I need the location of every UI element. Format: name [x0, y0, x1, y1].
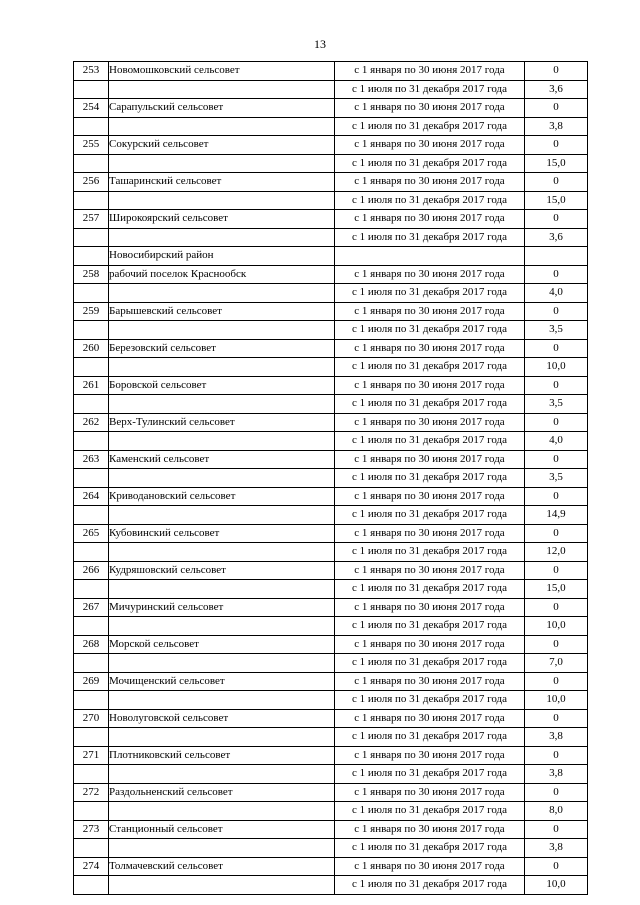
- table-row: [74, 728, 588, 747]
- row-number: 267: [74, 598, 109, 617]
- table-row: [74, 432, 588, 451]
- period-first: с 1 января по 30 июня 2017 года: [335, 302, 525, 321]
- period-first: с 1 января по 30 июня 2017 года: [335, 62, 525, 81]
- table-row: [74, 709, 588, 728]
- period-first: с 1 января по 30 июня 2017 года: [335, 635, 525, 654]
- table-row: [74, 672, 588, 691]
- row-number-cell: [74, 247, 109, 266]
- table-row: [74, 450, 588, 469]
- period-first: с 1 января по 30 июня 2017 года: [335, 210, 525, 229]
- settlement-name: Мичуринский сельсовет: [109, 598, 335, 617]
- row-number: 259: [74, 302, 109, 321]
- period-second: с 1 июля по 31 декабря 2017 года: [335, 691, 525, 710]
- period-first: с 1 января по 30 июня 2017 года: [335, 820, 525, 839]
- table-row: [74, 783, 588, 802]
- table-row: [74, 487, 588, 506]
- period-second: с 1 июля по 31 декабря 2017 года: [335, 765, 525, 784]
- period-second: с 1 июля по 31 декабря 2017 года: [335, 191, 525, 210]
- value-second-half: 14,9: [525, 506, 588, 525]
- table-row: [74, 543, 588, 562]
- value-first-half: 0: [525, 672, 588, 691]
- table-row: [74, 765, 588, 784]
- settlement-name: Ташаринский сельсовет: [109, 173, 335, 192]
- value-second-half: 3,8: [525, 839, 588, 858]
- table-row: [74, 358, 588, 377]
- table-row: [74, 876, 588, 895]
- value-first-half: 0: [525, 265, 588, 284]
- period-first: с 1 января по 30 июня 2017 года: [335, 672, 525, 691]
- table-row: [74, 191, 588, 210]
- settlement-name: Толмачевский сельсовет: [109, 857, 335, 876]
- value-second-half: 10,0: [525, 617, 588, 636]
- row-number: 263: [74, 450, 109, 469]
- row-number-cont: [74, 154, 109, 173]
- row-number: 261: [74, 376, 109, 395]
- table-row: [74, 413, 588, 432]
- settlement-name-cont: [109, 617, 335, 636]
- settlement-name: рабочий поселок Краснообск: [109, 265, 335, 284]
- settlement-name: Кубовинский сельсовет: [109, 524, 335, 543]
- settlement-name-cont: [109, 191, 335, 210]
- row-number-cont: [74, 469, 109, 488]
- settlement-name-cont: [109, 432, 335, 451]
- value-first-half: 0: [525, 857, 588, 876]
- value-first-half: 0: [525, 210, 588, 229]
- value-first-half: 0: [525, 450, 588, 469]
- settlement-name: Станционный сельсовет: [109, 820, 335, 839]
- value-first-half: 0: [525, 487, 588, 506]
- period-first: с 1 января по 30 июня 2017 года: [335, 99, 525, 118]
- tariff-table: [73, 61, 588, 895]
- district-row: [74, 247, 588, 266]
- row-number: 260: [74, 339, 109, 358]
- period-second: с 1 июля по 31 декабря 2017 года: [335, 117, 525, 136]
- settlement-name: Боровской сельсовет: [109, 376, 335, 395]
- period-second: с 1 июля по 31 декабря 2017 года: [335, 80, 525, 99]
- period-second: с 1 июля по 31 декабря 2017 года: [335, 228, 525, 247]
- settlement-name-cont: [109, 80, 335, 99]
- value-first-half: 0: [525, 302, 588, 321]
- settlement-name-cont: [109, 358, 335, 377]
- settlement-name: Раздольненский сельсовет: [109, 783, 335, 802]
- row-number: 257: [74, 210, 109, 229]
- row-number-cont: [74, 728, 109, 747]
- period-first: с 1 января по 30 июня 2017 года: [335, 450, 525, 469]
- value-first-half: 0: [525, 783, 588, 802]
- period-first: с 1 января по 30 июня 2017 года: [335, 746, 525, 765]
- period-first: с 1 января по 30 июня 2017 года: [335, 857, 525, 876]
- value-first-half: 0: [525, 136, 588, 155]
- settlement-name: Березовский сельсовет: [109, 339, 335, 358]
- period-second: с 1 июля по 31 декабря 2017 года: [335, 469, 525, 488]
- row-number: 265: [74, 524, 109, 543]
- table-row: [74, 302, 588, 321]
- settlement-name-cont: [109, 284, 335, 303]
- table-row: [74, 99, 588, 118]
- settlement-name-cont: [109, 765, 335, 784]
- settlement-name: Криводановский сельсовет: [109, 487, 335, 506]
- period-second: с 1 июля по 31 декабря 2017 года: [335, 395, 525, 414]
- row-number-cont: [74, 117, 109, 136]
- period-first: с 1 января по 30 июня 2017 года: [335, 265, 525, 284]
- row-number-cont: [74, 321, 109, 340]
- settlement-name-cont: [109, 117, 335, 136]
- settlement-name: Широкоярский сельсовет: [109, 210, 335, 229]
- period-first: с 1 января по 30 июня 2017 года: [335, 136, 525, 155]
- table-row: [74, 376, 588, 395]
- row-number-cont: [74, 284, 109, 303]
- row-number: 268: [74, 635, 109, 654]
- value-second-half: 3,8: [525, 728, 588, 747]
- table-row: [74, 395, 588, 414]
- table-row: [74, 80, 588, 99]
- period-second: с 1 июля по 31 декабря 2017 года: [335, 284, 525, 303]
- settlement-name: Новомошковский сельсовет: [109, 62, 335, 81]
- value-second-half: 3,5: [525, 321, 588, 340]
- row-number-cont: [74, 765, 109, 784]
- period-second: с 1 июля по 31 декабря 2017 года: [335, 432, 525, 451]
- settlement-name-cont: [109, 395, 335, 414]
- period-second: с 1 июля по 31 декабря 2017 года: [335, 358, 525, 377]
- row-number: 255: [74, 136, 109, 155]
- value-cell: [525, 247, 588, 266]
- period-second: с 1 июля по 31 декабря 2017 года: [335, 839, 525, 858]
- row-number: 271: [74, 746, 109, 765]
- value-second-half: 3,6: [525, 80, 588, 99]
- period-first: с 1 января по 30 июня 2017 года: [335, 524, 525, 543]
- value-second-half: 12,0: [525, 543, 588, 562]
- value-second-half: 7,0: [525, 654, 588, 673]
- table-row: [74, 839, 588, 858]
- value-second-half: 15,0: [525, 191, 588, 210]
- row-number: 266: [74, 561, 109, 580]
- value-second-half: 3,8: [525, 765, 588, 784]
- row-number: 272: [74, 783, 109, 802]
- row-number: 253: [74, 62, 109, 81]
- row-number-cont: [74, 358, 109, 377]
- period-second: с 1 июля по 31 декабря 2017 года: [335, 654, 525, 673]
- row-number: 269: [74, 672, 109, 691]
- table-body: [74, 62, 588, 895]
- period-first: с 1 января по 30 июня 2017 года: [335, 413, 525, 432]
- settlement-name: Верх-Тулинский сельсовет: [109, 413, 335, 432]
- settlement-name: Новолуговской сельсовет: [109, 709, 335, 728]
- settlement-name-cont: [109, 580, 335, 599]
- value-second-half: 3,5: [525, 469, 588, 488]
- settlement-name: Барышевский сельсовет: [109, 302, 335, 321]
- period-first: с 1 января по 30 июня 2017 года: [335, 561, 525, 580]
- row-number-cont: [74, 191, 109, 210]
- value-second-half: 10,0: [525, 691, 588, 710]
- value-second-half: 4,0: [525, 432, 588, 451]
- table-row: [74, 154, 588, 173]
- period-first: с 1 января по 30 июня 2017 года: [335, 598, 525, 617]
- settlement-name: Сарапульский сельсовет: [109, 99, 335, 118]
- row-number: 262: [74, 413, 109, 432]
- table-row: [74, 820, 588, 839]
- row-number-cont: [74, 876, 109, 895]
- period-second: с 1 июля по 31 декабря 2017 года: [335, 543, 525, 562]
- value-second-half: 15,0: [525, 580, 588, 599]
- page-number: 13: [314, 37, 326, 51]
- value-first-half: 0: [525, 561, 588, 580]
- settlement-name-cont: [109, 728, 335, 747]
- period-second: с 1 июля по 31 декабря 2017 года: [335, 617, 525, 636]
- value-first-half: 0: [525, 62, 588, 81]
- row-number: 254: [74, 99, 109, 118]
- table-row: [74, 580, 588, 599]
- settlement-name: Плотниковский сельсовет: [109, 746, 335, 765]
- settlement-name-cont: [109, 154, 335, 173]
- row-number-cont: [74, 395, 109, 414]
- settlement-name-cont: [109, 876, 335, 895]
- row-number-cont: [74, 432, 109, 451]
- row-number-cont: [74, 506, 109, 525]
- value-first-half: 0: [525, 524, 588, 543]
- period-first: с 1 января по 30 июня 2017 года: [335, 783, 525, 802]
- table-row: [74, 857, 588, 876]
- row-number: 273: [74, 820, 109, 839]
- table-row: [74, 228, 588, 247]
- value-second-half: 3,8: [525, 117, 588, 136]
- settlement-name: Морской сельсовет: [109, 635, 335, 654]
- value-first-half: 0: [525, 339, 588, 358]
- value-first-half: 0: [525, 709, 588, 728]
- settlement-name-cont: [109, 839, 335, 858]
- period-second: с 1 июля по 31 декабря 2017 года: [335, 580, 525, 599]
- period-first: с 1 января по 30 июня 2017 года: [335, 709, 525, 728]
- table-row: [74, 691, 588, 710]
- value-second-half: 10,0: [525, 358, 588, 377]
- table-row: [74, 321, 588, 340]
- row-number-cont: [74, 80, 109, 99]
- table-row: [74, 339, 588, 358]
- value-first-half: 0: [525, 598, 588, 617]
- table-row: [74, 136, 588, 155]
- period-first: с 1 января по 30 июня 2017 года: [335, 487, 525, 506]
- table-row: [74, 173, 588, 192]
- settlement-name-cont: [109, 543, 335, 562]
- period-second: с 1 июля по 31 декабря 2017 года: [335, 154, 525, 173]
- value-second-half: 8,0: [525, 802, 588, 821]
- value-first-half: 0: [525, 635, 588, 654]
- value-second-half: 15,0: [525, 154, 588, 173]
- period-first: с 1 января по 30 июня 2017 года: [335, 376, 525, 395]
- settlement-name: Сокурский сельсовет: [109, 136, 335, 155]
- table-row: [74, 524, 588, 543]
- row-number: 256: [74, 173, 109, 192]
- row-number-cont: [74, 654, 109, 673]
- settlement-name: Мочищенский сельсовет: [109, 672, 335, 691]
- row-number-cont: [74, 839, 109, 858]
- period-cell: [335, 247, 525, 266]
- period-second: с 1 июля по 31 декабря 2017 года: [335, 506, 525, 525]
- table-row: [74, 284, 588, 303]
- settlement-name-cont: [109, 321, 335, 340]
- settlement-name-cont: [109, 228, 335, 247]
- value-first-half: 0: [525, 99, 588, 118]
- value-second-half: 3,5: [525, 395, 588, 414]
- value-second-half: 4,0: [525, 284, 588, 303]
- row-number-cont: [74, 802, 109, 821]
- table-row: [74, 598, 588, 617]
- table-row: [74, 62, 588, 81]
- value-second-half: 3,6: [525, 228, 588, 247]
- table-row: [74, 469, 588, 488]
- table-row: [74, 802, 588, 821]
- table-row: [74, 506, 588, 525]
- settlement-name-cont: [109, 802, 335, 821]
- table-row: [74, 617, 588, 636]
- value-first-half: 0: [525, 820, 588, 839]
- table-row: [74, 635, 588, 654]
- table-row: [74, 210, 588, 229]
- settlement-name-cont: [109, 691, 335, 710]
- table-row: [74, 654, 588, 673]
- settlement-name: Каменский сельсовет: [109, 450, 335, 469]
- value-first-half: 0: [525, 746, 588, 765]
- table-row: [74, 117, 588, 136]
- period-second: с 1 июля по 31 декабря 2017 года: [335, 321, 525, 340]
- settlement-name-cont: [109, 506, 335, 525]
- table-row: [74, 746, 588, 765]
- period-second: с 1 июля по 31 декабря 2017 года: [335, 876, 525, 895]
- period-second: с 1 июля по 31 декабря 2017 года: [335, 728, 525, 747]
- row-number-cont: [74, 543, 109, 562]
- period-first: с 1 января по 30 июня 2017 года: [335, 173, 525, 192]
- row-number-cont: [74, 617, 109, 636]
- value-first-half: 0: [525, 376, 588, 395]
- settlement-name-cont: [109, 654, 335, 673]
- row-number: 264: [74, 487, 109, 506]
- value-second-half: 10,0: [525, 876, 588, 895]
- settlement-name: Кудряшовский сельсовет: [109, 561, 335, 580]
- row-number: 270: [74, 709, 109, 728]
- period-second: с 1 июля по 31 декабря 2017 года: [335, 802, 525, 821]
- district-name: Новосибирский район: [109, 247, 335, 266]
- value-first-half: 0: [525, 413, 588, 432]
- period-first: с 1 января по 30 июня 2017 года: [335, 339, 525, 358]
- row-number: 258: [74, 265, 109, 284]
- row-number-cont: [74, 580, 109, 599]
- row-number: 274: [74, 857, 109, 876]
- row-number-cont: [74, 691, 109, 710]
- value-first-half: 0: [525, 173, 588, 192]
- table-row: [74, 561, 588, 580]
- table-row: [74, 265, 588, 284]
- settlement-name-cont: [109, 469, 335, 488]
- row-number-cont: [74, 228, 109, 247]
